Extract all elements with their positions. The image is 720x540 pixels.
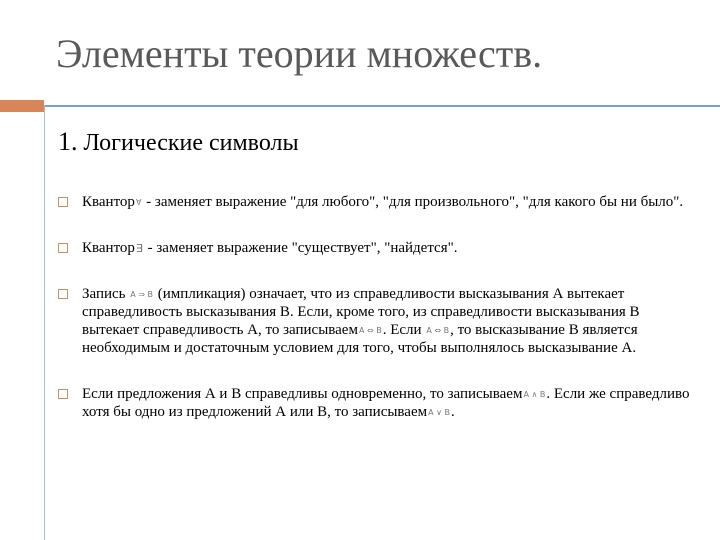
bullet-text: Запись	[82, 286, 130, 302]
disjunction-formula: A ∨ B	[428, 407, 451, 417]
slide-title: Элементы теории множеств.	[56, 31, 543, 76]
title-accent-bar	[0, 100, 44, 112]
title-divider	[44, 105, 720, 107]
bullet-text: .	[451, 404, 455, 420]
bullet-item-conjunction	[58, 385, 698, 421]
equivalence-formula: A ⇔ B	[358, 325, 382, 335]
bullet-item-forall	[58, 193, 698, 211]
bullet-list	[58, 193, 698, 421]
square-bullet-icon	[58, 197, 68, 207]
equivalence-formula: A ⇔ B	[426, 325, 450, 335]
bullet-text: , то высказывание В является необходимым и достаточным условием для того, чтобы выполнялось высказывание А.	[82, 322, 638, 356]
bullet-text: . Если же справедливо хотя бы одно из предложений А или В, то записываем	[82, 386, 690, 420]
forall-symbol: ∀	[135, 197, 142, 207]
bullet-text: Если предложения А и В справедливы одновременно, то записываем	[82, 386, 523, 402]
implication-formula: A ⇒ B	[130, 289, 154, 299]
square-bullet-icon	[58, 243, 68, 253]
bullet-text: - заменяет выражение "существует", "найдется".	[143, 240, 458, 256]
section-heading	[58, 126, 299, 158]
bullet-text: . Если	[382, 322, 426, 338]
left-divider	[44, 105, 45, 540]
square-bullet-icon	[58, 289, 68, 299]
bullet-item-exists	[58, 239, 698, 257]
section-number: 1.	[58, 127, 78, 156]
bullet-text: Квантор	[82, 194, 135, 210]
section-heading-text: Логические символы	[83, 130, 299, 156]
bullet-item-implication	[58, 285, 698, 357]
exists-symbol: ∃	[135, 241, 143, 255]
square-bullet-icon	[58, 389, 68, 399]
bullet-text: - заменяет выражение "для любого", "для произвольного", "для какого бы ни было".	[142, 194, 684, 210]
bullet-text: (импликация) означает, что из справедливости высказывания А вытекает справедливость высказывания В. Если, кроме того, из справедливости высказывания В вытекает справедливость А, то записываем	[82, 286, 640, 338]
conjunction-formula: A ∧ B	[523, 389, 546, 399]
bullet-text: Квантор	[82, 240, 135, 256]
